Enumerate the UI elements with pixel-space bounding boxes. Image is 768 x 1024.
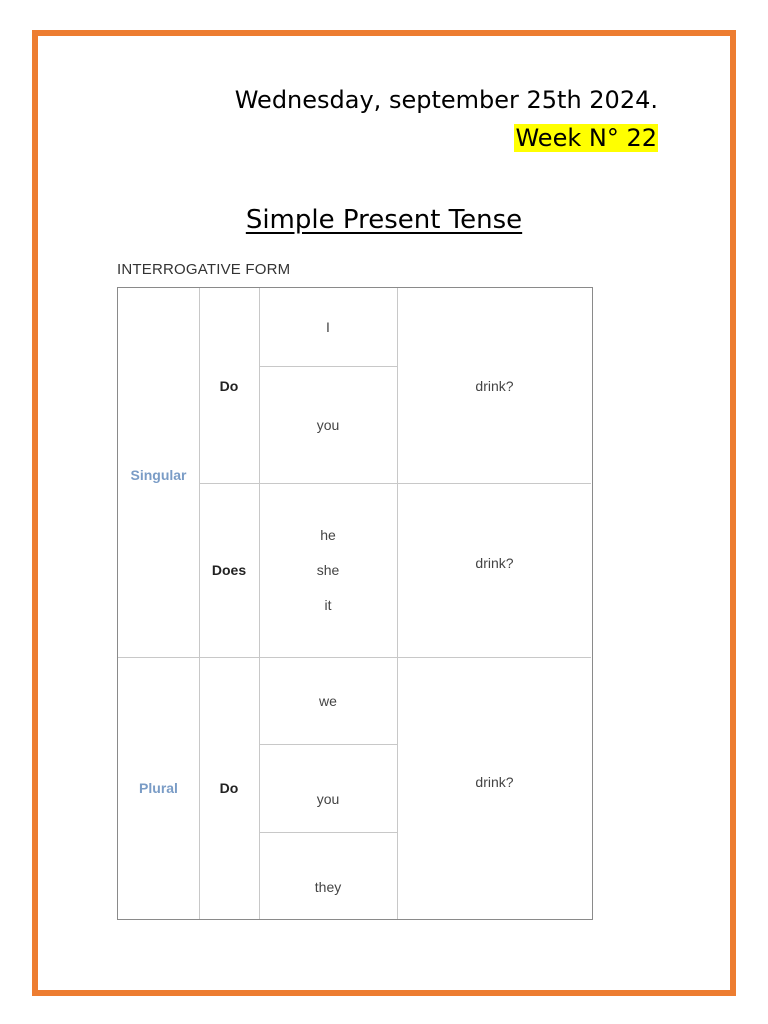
conjugation-table: [117, 287, 593, 920]
subject-cell: [259, 832, 397, 919]
verb-text: drink?: [475, 774, 514, 790]
group-label-plural: [118, 657, 199, 919]
verb-cell: [397, 657, 592, 907]
subject-text: we: [319, 692, 337, 709]
verb-text: drink?: [475, 377, 514, 394]
subject-cell: [259, 657, 397, 744]
subject-text: he: [320, 527, 336, 543]
subject-cell: [259, 288, 397, 366]
verb-cell: [397, 288, 592, 483]
auxiliary-cell: [199, 657, 259, 919]
subject-text: they: [314, 878, 342, 895]
subject-stack: [317, 527, 340, 613]
subject-text: you: [316, 416, 340, 433]
auxiliary-cell: [199, 288, 259, 483]
verb-cell: [397, 483, 592, 643]
auxiliary-text: Does: [211, 562, 247, 578]
group-label-singular: [118, 288, 199, 657]
subject-cell: [259, 744, 397, 832]
verb-text: drink?: [475, 555, 514, 571]
subject-text: she: [316, 562, 340, 578]
auxiliary-cell: [199, 483, 259, 657]
group-label-text: Plural: [139, 780, 178, 796]
auxiliary-text: Do: [219, 780, 239, 796]
subject-text: it: [324, 597, 332, 613]
date-line: Wednesday, september 25th 2024.: [234, 86, 658, 114]
subject-cell: [259, 483, 397, 657]
page-title: Simple Present Tense: [245, 205, 523, 235]
auxiliary-text: Do: [219, 377, 239, 394]
week-number: Week N° 22: [515, 124, 657, 152]
subject-text: you: [316, 791, 340, 807]
subject-cell: [259, 366, 397, 483]
table-caption: INTERROGATIVE FORM: [117, 261, 291, 278]
subject-text: I: [326, 319, 330, 335]
group-label-text: Singular: [130, 466, 187, 483]
